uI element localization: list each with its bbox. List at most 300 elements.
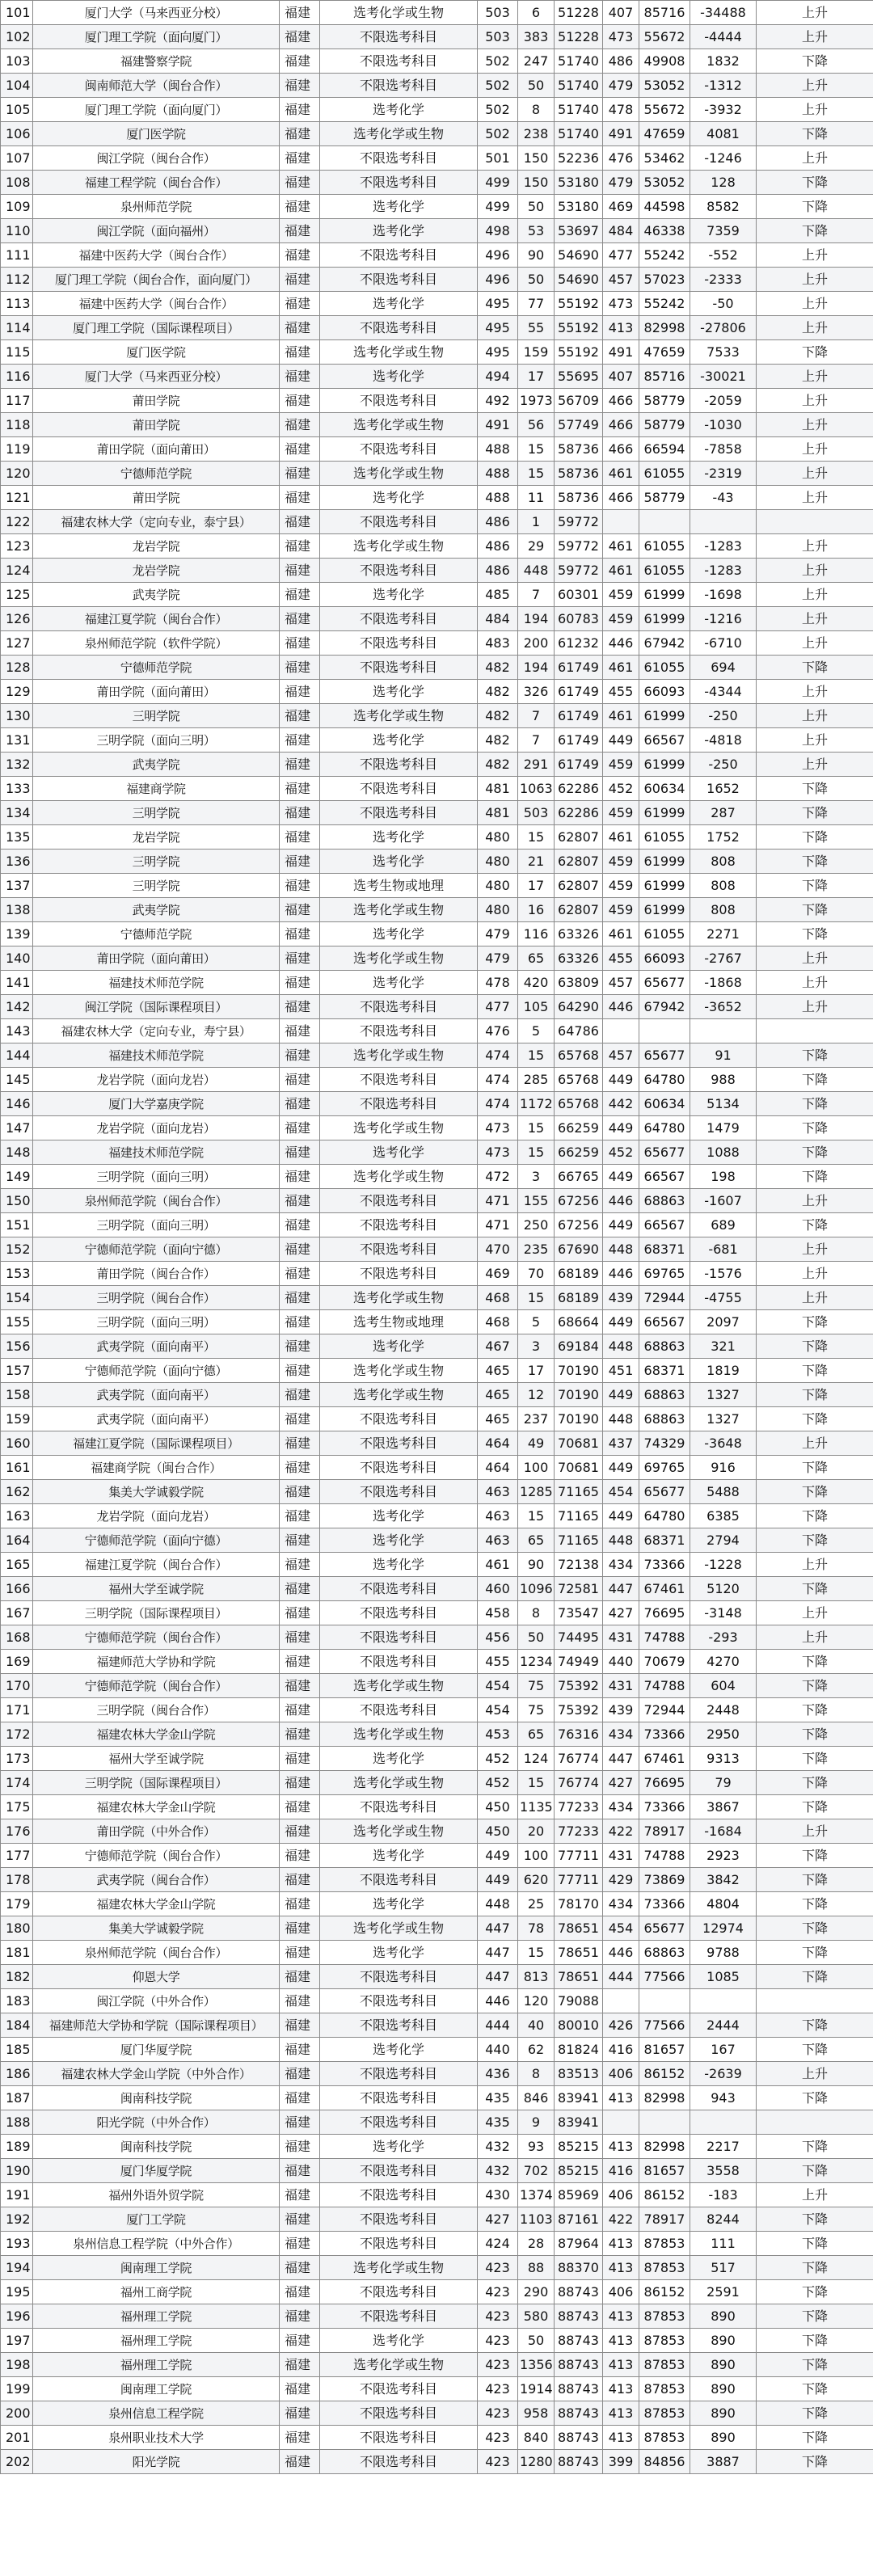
province-cell: 福建 [280, 49, 320, 74]
table-row [1, 2135, 873, 2159]
last-year-score-cell: 449 [603, 1165, 639, 1189]
rank-change-cell: 7533 [690, 340, 757, 365]
trend-cell: 下降 [757, 1092, 873, 1116]
last-year-score-cell: 455 [603, 680, 639, 704]
min-score-cell: 460 [478, 1577, 518, 1601]
row-index-cell: 165 [1, 1553, 33, 1577]
school-name-cell: 泉州信息工程学院（中外合作） [33, 2232, 280, 2256]
table-row [1, 1116, 873, 1140]
score-rank-cell: 55192 [555, 292, 603, 316]
row-index-cell: 106 [1, 122, 33, 146]
min-score-cell: 494 [478, 365, 518, 389]
school-name-cell: 三明学院 [33, 850, 280, 874]
last-year-rank-cell: 61055 [639, 656, 690, 680]
min-score-cell: 498 [478, 219, 518, 243]
enrollment-count-cell: 116 [518, 922, 555, 947]
province-cell: 福建 [280, 898, 320, 922]
table-row [1, 753, 873, 777]
school-name-cell: 宁德师范学院（闽台合作） [33, 1674, 280, 1698]
table-row [1, 2086, 873, 2110]
row-index-cell: 131 [1, 728, 33, 753]
province-cell: 福建 [280, 2135, 320, 2159]
score-rank-cell: 51740 [555, 49, 603, 74]
province-cell: 福建 [280, 486, 320, 510]
last-year-rank-cell: 70679 [639, 1650, 690, 1674]
subject-requirement-cell: 不限选考科目 [320, 753, 478, 777]
province-cell: 福建 [280, 340, 320, 365]
enrollment-count-cell: 3 [518, 1334, 555, 1359]
score-rank-cell: 68189 [555, 1262, 603, 1286]
table-row [1, 1650, 873, 1674]
table-row [1, 583, 873, 607]
min-score-cell: 488 [478, 486, 518, 510]
table-row [1, 1819, 873, 1844]
table-row [1, 922, 873, 947]
row-index-cell: 164 [1, 1528, 33, 1553]
enrollment-count-cell: 93 [518, 2135, 555, 2159]
last-year-rank-cell: 44598 [639, 195, 690, 219]
last-year-score-cell: 476 [603, 146, 639, 171]
score-rank-cell: 81824 [555, 2038, 603, 2062]
subject-requirement-cell: 不限选考科目 [320, 2280, 478, 2304]
table-row [1, 49, 873, 74]
subject-requirement-cell: 不限选考科目 [320, 2377, 478, 2401]
last-year-rank-cell: 78917 [639, 2207, 690, 2232]
subject-requirement-cell: 选考化学 [320, 825, 478, 850]
trend-cell: 下降 [757, 1480, 873, 1504]
table-row [1, 171, 873, 195]
province-cell: 福建 [280, 728, 320, 753]
enrollment-count-cell: 200 [518, 631, 555, 656]
min-score-cell: 465 [478, 1407, 518, 1431]
trend-cell: 下降 [757, 1747, 873, 1771]
province-cell: 福建 [280, 947, 320, 971]
enrollment-count-cell: 580 [518, 2304, 555, 2329]
table-row [1, 559, 873, 583]
subject-requirement-cell: 选考化学或生物 [320, 2256, 478, 2280]
rank-change-cell: -1283 [690, 559, 757, 583]
last-year-rank-cell: 69765 [639, 1262, 690, 1286]
province-cell: 福建 [280, 171, 320, 195]
province-cell: 福建 [280, 2353, 320, 2377]
province-cell: 福建 [280, 1989, 320, 2013]
min-score-cell: 452 [478, 1747, 518, 1771]
table-row [1, 486, 873, 510]
last-year-rank-cell: 55672 [639, 25, 690, 49]
subject-requirement-cell: 不限选考科目 [320, 631, 478, 656]
subject-requirement-cell: 不限选考科目 [320, 1189, 478, 1213]
last-year-score-cell: 466 [603, 486, 639, 510]
school-name-cell: 厦门医学院 [33, 122, 280, 146]
score-rank-cell: 61749 [555, 728, 603, 753]
school-name-cell: 闽南理工学院 [33, 2256, 280, 2280]
enrollment-count-cell: 55 [518, 316, 555, 340]
last-year-score-cell: 491 [603, 122, 639, 146]
table-row [1, 1456, 873, 1480]
school-name-cell: 闽南科技学院 [33, 2135, 280, 2159]
subject-requirement-cell: 不限选考科目 [320, 1019, 478, 1043]
school-name-cell: 闽南师范大学（闽台合作） [33, 74, 280, 98]
row-index-cell: 144 [1, 1043, 33, 1068]
last-year-score-cell: 446 [603, 1189, 639, 1213]
province-cell: 福建 [280, 801, 320, 825]
last-year-rank-cell: 76695 [639, 1771, 690, 1795]
last-year-score-cell: 446 [603, 1941, 639, 1965]
school-name-cell: 龙岩学院（面向龙岩） [33, 1504, 280, 1528]
last-year-rank-cell: 87853 [639, 2353, 690, 2377]
trend-cell: 上升 [757, 1431, 873, 1456]
rank-change-cell: -34488 [690, 1, 757, 25]
last-year-rank-cell: 68371 [639, 1237, 690, 1262]
enrollment-count-cell: 702 [518, 2159, 555, 2183]
last-year-rank-cell [639, 1019, 690, 1043]
trend-cell: 上升 [757, 268, 873, 292]
subject-requirement-cell: 不限选考科目 [320, 2110, 478, 2135]
last-year-score-cell: 446 [603, 1262, 639, 1286]
trend-cell: 上升 [757, 971, 873, 995]
school-name-cell: 福建技术师范学院 [33, 1140, 280, 1165]
table-row [1, 631, 873, 656]
province-cell: 福建 [280, 1528, 320, 1553]
table-row [1, 777, 873, 801]
last-year-score-cell: 431 [603, 1844, 639, 1868]
province-cell: 福建 [280, 1140, 320, 1165]
row-index-cell: 122 [1, 510, 33, 534]
last-year-rank-cell: 65677 [639, 1916, 690, 1941]
enrollment-count-cell: 15 [518, 462, 555, 486]
school-name-cell: 三明学院（闽台合作） [33, 1698, 280, 1722]
last-year-score-cell: 413 [603, 2426, 639, 2450]
school-name-cell: 厦门大学（马来西亚分校） [33, 365, 280, 389]
subject-requirement-cell: 选考化学 [320, 292, 478, 316]
rank-change-cell: -1283 [690, 534, 757, 559]
trend-cell: 上升 [757, 98, 873, 122]
enrollment-count-cell: 100 [518, 1844, 555, 1868]
table-row [1, 1383, 873, 1407]
school-name-cell: 三明学院（面向三明） [33, 1310, 280, 1334]
min-score-cell: 503 [478, 1, 518, 25]
last-year-rank-cell: 87853 [639, 2401, 690, 2426]
school-name-cell: 武夷学院（面向南平） [33, 1383, 280, 1407]
rank-change-cell [690, 510, 757, 534]
last-year-score-cell: 454 [603, 1916, 639, 1941]
rank-change-cell: -2767 [690, 947, 757, 971]
row-index-cell: 156 [1, 1334, 33, 1359]
table-row [1, 1, 873, 25]
last-year-score-cell [603, 2110, 639, 2135]
score-rank-cell: 60301 [555, 583, 603, 607]
province-cell: 福建 [280, 2159, 320, 2183]
enrollment-count-cell: 17 [518, 1359, 555, 1383]
enrollment-count-cell: 420 [518, 971, 555, 995]
subject-requirement-cell: 选考化学或生物 [320, 2353, 478, 2377]
table-row [1, 1334, 873, 1359]
subject-requirement-cell: 不限选考科目 [320, 2426, 478, 2450]
last-year-rank-cell: 58779 [639, 389, 690, 413]
school-name-cell: 武夷学院（面向南平） [33, 1407, 280, 1431]
last-year-rank-cell: 66567 [639, 1213, 690, 1237]
row-index-cell: 199 [1, 2377, 33, 2401]
score-rank-cell: 74495 [555, 1625, 603, 1650]
table-row [1, 1941, 873, 1965]
last-year-rank-cell: 81657 [639, 2038, 690, 2062]
row-index-cell: 111 [1, 243, 33, 268]
min-score-cell: 474 [478, 1043, 518, 1068]
table-row [1, 2232, 873, 2256]
row-index-cell: 177 [1, 1844, 33, 1868]
last-year-score-cell: 446 [603, 631, 639, 656]
rank-change-cell: 1819 [690, 1359, 757, 1383]
score-rank-cell: 88743 [555, 2329, 603, 2353]
score-rank-cell: 68189 [555, 1286, 603, 1310]
rank-change-cell: -2333 [690, 268, 757, 292]
table-row [1, 1747, 873, 1771]
table-row [1, 1625, 873, 1650]
province-cell: 福建 [280, 874, 320, 898]
enrollment-count-cell: 100 [518, 1456, 555, 1480]
row-index-cell: 132 [1, 753, 33, 777]
subject-requirement-cell: 不限选考科目 [320, 437, 478, 462]
rank-change-cell: 4081 [690, 122, 757, 146]
province-cell: 福建 [280, 534, 320, 559]
score-rank-cell: 62286 [555, 777, 603, 801]
last-year-score-cell: 469 [603, 195, 639, 219]
last-year-score-cell: 449 [603, 1310, 639, 1334]
enrollment-count-cell: 1135 [518, 1795, 555, 1819]
min-score-cell: 480 [478, 874, 518, 898]
school-name-cell: 福建商学院 [33, 777, 280, 801]
rank-change-cell: -27806 [690, 316, 757, 340]
score-rank-cell: 76316 [555, 1722, 603, 1747]
min-score-cell: 499 [478, 195, 518, 219]
score-rank-cell: 71165 [555, 1504, 603, 1528]
enrollment-count-cell: 15 [518, 1286, 555, 1310]
enrollment-count-cell: 1973 [518, 389, 555, 413]
enrollment-count-cell: 120 [518, 1989, 555, 2013]
last-year-score-cell: 455 [603, 947, 639, 971]
province-cell: 福建 [280, 2183, 320, 2207]
row-index-cell: 114 [1, 316, 33, 340]
province-cell: 福建 [280, 462, 320, 486]
subject-requirement-cell: 不限选考科目 [320, 1068, 478, 1092]
enrollment-count-cell: 1914 [518, 2377, 555, 2401]
province-cell: 福建 [280, 1262, 320, 1286]
enrollment-count-cell: 383 [518, 25, 555, 49]
table-row [1, 1262, 873, 1286]
province-cell: 福建 [280, 1068, 320, 1092]
last-year-score-cell: 416 [603, 2159, 639, 2183]
school-name-cell: 武夷学院（闽台合作） [33, 1868, 280, 1892]
row-index-cell: 160 [1, 1431, 33, 1456]
score-rank-cell: 88743 [555, 2377, 603, 2401]
last-year-score-cell: 413 [603, 2329, 639, 2353]
min-score-cell: 432 [478, 2135, 518, 2159]
last-year-score-cell: 413 [603, 2304, 639, 2329]
school-name-cell: 泉州师范学院（闽台合作） [33, 1941, 280, 1965]
table-row [1, 1165, 873, 1189]
last-year-score-cell: 451 [603, 1359, 639, 1383]
table-row [1, 1189, 873, 1213]
subject-requirement-cell: 不限选考科目 [320, 607, 478, 631]
enrollment-count-cell: 1285 [518, 1480, 555, 1504]
table-row [1, 292, 873, 316]
last-year-score-cell: 447 [603, 1747, 639, 1771]
min-score-cell: 432 [478, 2159, 518, 2183]
last-year-rank-cell: 77566 [639, 1965, 690, 1989]
province-cell: 福建 [280, 219, 320, 243]
last-year-rank-cell: 68371 [639, 1359, 690, 1383]
rank-change-cell: 5120 [690, 1577, 757, 1601]
min-score-cell: 424 [478, 2232, 518, 2256]
school-name-cell: 三明学院（国际课程项目） [33, 1771, 280, 1795]
score-rank-cell: 54690 [555, 243, 603, 268]
enrollment-count-cell: 78 [518, 1916, 555, 1941]
school-name-cell: 三明学院 [33, 874, 280, 898]
province-cell: 福建 [280, 753, 320, 777]
row-index-cell: 141 [1, 971, 33, 995]
province-cell: 福建 [280, 2232, 320, 2256]
last-year-score-cell: 406 [603, 2062, 639, 2086]
last-year-score-cell [603, 510, 639, 534]
trend-cell: 下降 [757, 656, 873, 680]
trend-cell: 下降 [757, 825, 873, 850]
trend-cell: 下降 [757, 2280, 873, 2304]
trend-cell: 下降 [757, 340, 873, 365]
table-row [1, 1286, 873, 1310]
min-score-cell: 496 [478, 243, 518, 268]
score-rank-cell: 51740 [555, 122, 603, 146]
trend-cell: 上升 [757, 486, 873, 510]
table-row [1, 971, 873, 995]
last-year-rank-cell: 68863 [639, 1383, 690, 1407]
last-year-rank-cell: 87853 [639, 2232, 690, 2256]
subject-requirement-cell: 不限选考科目 [320, 1262, 478, 1286]
min-score-cell: 484 [478, 607, 518, 631]
min-score-cell: 430 [478, 2183, 518, 2207]
enrollment-count-cell: 840 [518, 2426, 555, 2450]
school-name-cell: 泉州师范学院（软件学院） [33, 631, 280, 656]
row-index-cell: 162 [1, 1480, 33, 1504]
enrollment-count-cell: 7 [518, 704, 555, 728]
last-year-score-cell: 407 [603, 365, 639, 389]
min-score-cell: 488 [478, 462, 518, 486]
rank-change-cell: 890 [690, 2353, 757, 2377]
subject-requirement-cell: 选考化学或生物 [320, 898, 478, 922]
trend-cell: 下降 [757, 2159, 873, 2183]
rank-change-cell: -2059 [690, 389, 757, 413]
row-index-cell: 147 [1, 1116, 33, 1140]
min-score-cell: 501 [478, 146, 518, 171]
subject-requirement-cell: 不限选考科目 [320, 1795, 478, 1819]
score-rank-cell: 88743 [555, 2304, 603, 2329]
trend-cell: 上升 [757, 728, 873, 753]
table-row [1, 1019, 873, 1043]
enrollment-count-cell: 75 [518, 1698, 555, 1722]
last-year-score-cell: 457 [603, 268, 639, 292]
last-year-score-cell: 437 [603, 1431, 639, 1456]
province-cell: 福建 [280, 1892, 320, 1916]
row-index-cell: 175 [1, 1795, 33, 1819]
subject-requirement-cell: 不限选考科目 [320, 1868, 478, 1892]
table-row [1, 268, 873, 292]
table-row [1, 2377, 873, 2401]
enrollment-count-cell: 16 [518, 898, 555, 922]
last-year-rank-cell: 55242 [639, 292, 690, 316]
min-score-cell: 452 [478, 1771, 518, 1795]
score-rank-cell: 85215 [555, 2135, 603, 2159]
last-year-rank-cell: 66594 [639, 437, 690, 462]
min-score-cell: 448 [478, 1892, 518, 1916]
province-cell: 福建 [280, 1819, 320, 1844]
province-cell: 福建 [280, 1722, 320, 1747]
province-cell: 福建 [280, 2280, 320, 2304]
score-rank-cell: 65768 [555, 1092, 603, 1116]
subject-requirement-cell: 选考化学 [320, 1553, 478, 1577]
province-cell: 福建 [280, 922, 320, 947]
subject-requirement-cell: 选考化学或生物 [320, 1359, 478, 1383]
school-name-cell: 集美大学诚毅学院 [33, 1480, 280, 1504]
row-index-cell: 154 [1, 1286, 33, 1310]
score-rank-cell: 77711 [555, 1868, 603, 1892]
school-name-cell: 福建江夏学院（国际课程项目） [33, 1431, 280, 1456]
min-score-cell: 481 [478, 801, 518, 825]
trend-cell: 上升 [757, 995, 873, 1019]
rank-change-cell: -1607 [690, 1189, 757, 1213]
subject-requirement-cell: 不限选考科目 [320, 777, 478, 801]
last-year-score-cell: 461 [603, 559, 639, 583]
province-cell: 福建 [280, 510, 320, 534]
subject-requirement-cell: 选考化学 [320, 2329, 478, 2353]
last-year-score-cell: 448 [603, 1237, 639, 1262]
trend-cell: 下降 [757, 898, 873, 922]
rank-change-cell: 3867 [690, 1795, 757, 1819]
min-score-cell: 465 [478, 1359, 518, 1383]
trend-cell: 下降 [757, 874, 873, 898]
last-year-rank-cell: 73366 [639, 1722, 690, 1747]
table-row [1, 2038, 873, 2062]
min-score-cell: 480 [478, 850, 518, 874]
province-cell: 福建 [280, 243, 320, 268]
score-rank-cell: 71165 [555, 1480, 603, 1504]
enrollment-count-cell: 194 [518, 656, 555, 680]
trend-cell: 下降 [757, 195, 873, 219]
last-year-score-cell: 431 [603, 1625, 639, 1650]
province-cell: 福建 [280, 631, 320, 656]
rank-change-cell: 2097 [690, 1310, 757, 1334]
rank-change-cell: 79 [690, 1771, 757, 1795]
school-name-cell: 福州理工学院 [33, 2304, 280, 2329]
last-year-score-cell: 461 [603, 825, 639, 850]
score-rank-cell: 58736 [555, 437, 603, 462]
school-name-cell: 宁德师范学院（闽台合作） [33, 1625, 280, 1650]
last-year-score-cell: 448 [603, 1407, 639, 1431]
school-name-cell: 厦门大学嘉庚学院 [33, 1092, 280, 1116]
last-year-rank-cell: 84856 [639, 2450, 690, 2474]
last-year-rank-cell: 74329 [639, 1431, 690, 1456]
rank-change-cell: 2794 [690, 1528, 757, 1553]
school-name-cell: 厦门华厦学院 [33, 2038, 280, 2062]
school-name-cell: 福建技术师范学院 [33, 1043, 280, 1068]
subject-requirement-cell: 不限选考科目 [320, 1456, 478, 1480]
row-index-cell: 202 [1, 2450, 33, 2474]
row-index-cell: 102 [1, 25, 33, 49]
last-year-score-cell: 439 [603, 1698, 639, 1722]
row-index-cell: 171 [1, 1698, 33, 1722]
enrollment-count-cell: 813 [518, 1965, 555, 1989]
row-index-cell: 190 [1, 2159, 33, 2183]
province-cell: 福建 [280, 1916, 320, 1941]
min-score-cell: 446 [478, 1989, 518, 2013]
